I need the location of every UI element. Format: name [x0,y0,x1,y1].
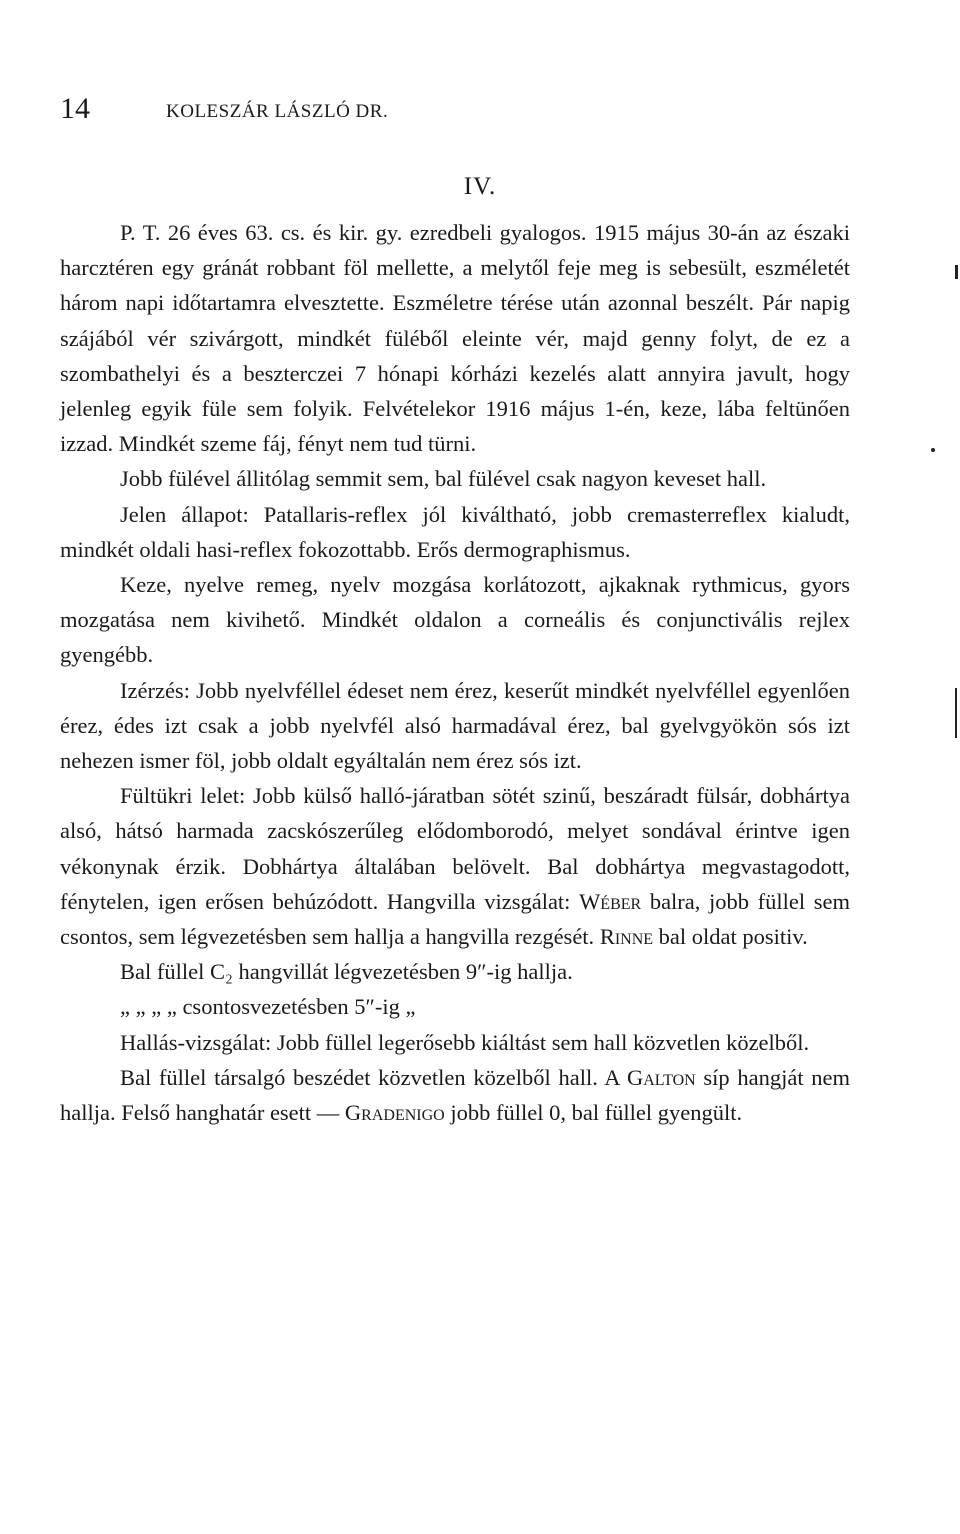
running-head: KOLESZÁR LÁSZLÓ DR. [166,101,389,122]
body-text [60,215,850,1130]
weber-name: Wéber [579,888,642,914]
scan-mark [955,688,957,738]
paragraph-tremor: Keze, nyelve remeg, nyelv mozgása korlátozott, ajkaknak rythmicus, gyors mozgatása nem kivihető. Mindkét oldalon a corneális és conjunctivális rejlex gyengébb. [60,572,850,668]
otoscopy-text-end: bal oldat positiv. [653,924,808,950]
conversation-text-cont: síp hangját nem hallja. Felső hanghatár esett — [60,1064,850,1126]
paragraph-hearing-report: Jobb fülével állitólag semmit sem, bal fülével csak nagyon keveset hall. [120,466,767,492]
section-heading: IV. [463,173,497,200]
galton-name: Galton [627,1064,696,1090]
conversation-text: Bal füllel társalgó beszédet közvetlen közelből hall. A [120,1064,627,1090]
rinne-name: Rinne [599,924,654,950]
paragraph-conversation [60,1060,850,1130]
scan-mark [955,265,958,279]
paragraph-otoscopy [60,778,850,954]
tuning-fork-line-bone: „ „ „ „ csontosvezetésben 5″-ig „ [120,994,416,1020]
page-number: 14 [60,92,90,125]
paragraph-current-state: Jelen állapot: Patallaris-reflex jól kiváltható, jobb cremasterreflex kialudt, mindkét oldali hasi-reflex fokozottabb. Erős dermographismus. [60,501,850,562]
tuning-fork-line-air: Bal füllel C₂ hangvillát légvezetésben 9″-ig hallja. [120,959,573,985]
conversation-text-end: jobb füllel 0, bal füllel gyengült. [444,1100,743,1126]
page-header [60,92,900,136]
paragraph-case-history: P. T. 26 éves 63. cs. és kir. gy. ezredbeli gyalogos. 1915 május 30-án az északi harcztéren egy gránát robbant föl mellette, a melytől feje meg is sebesült, eszméletét három napi időtartamra elvesztette. Eszméletre térése után azonnal beszélt. Pár napig szájából vér szivárgott, mindkét füléből eleinte vér, majd genny folyt, de ez a szombathelyi és a beszterczei 7 hónapi kórházi kezelés alatt annyira javult, hogy jelenleg egyik füle sem folyik. Felvételekor 1916 május 1-én, keze, lába feltünően izzad. Mindkét szeme fáj, fényt nem tud türni. [60,220,850,457]
otoscopy-text-cont: balra, jobb füllel sem csontos, sem légvezetésben sem hallja a hangvilla rezgését. [60,888,850,950]
otoscopy-text: Fültükri lelet: Jobb külső halló-járatban sötét szinű, beszáradt fülsár, dobhártya alsó, hátsó harmada zacskószerűleg elődomborodó, melyet sondával érintve igen vékonynak érzik. Dobhártya általában belövelt. Bal dobhártya megvastagodott, fénytelen, igen erősen behúzódott. Hangvilla vizsgálat: [60,783,850,914]
scan-mark [931,448,935,452]
paragraph-taste: Izérzés: Jobb nyelvféllel édeset nem érez, keserűt mindkét nyelvféllel egyenlően érez, édes izt csak a jobb nyelvfél alsó harmadával érez, bal gyelvgyökön sós izt nehezen ismer föl, jobb oldalt egyáltalán nem érez sós izt. [60,677,850,774]
gradenigo-name: Gradenigo [344,1100,445,1126]
paragraph-hearing-test: Hallás-vizsgálat: Jobb füllel legerősebb kiáltást sem hall közvetlen közelből. [120,1029,810,1055]
